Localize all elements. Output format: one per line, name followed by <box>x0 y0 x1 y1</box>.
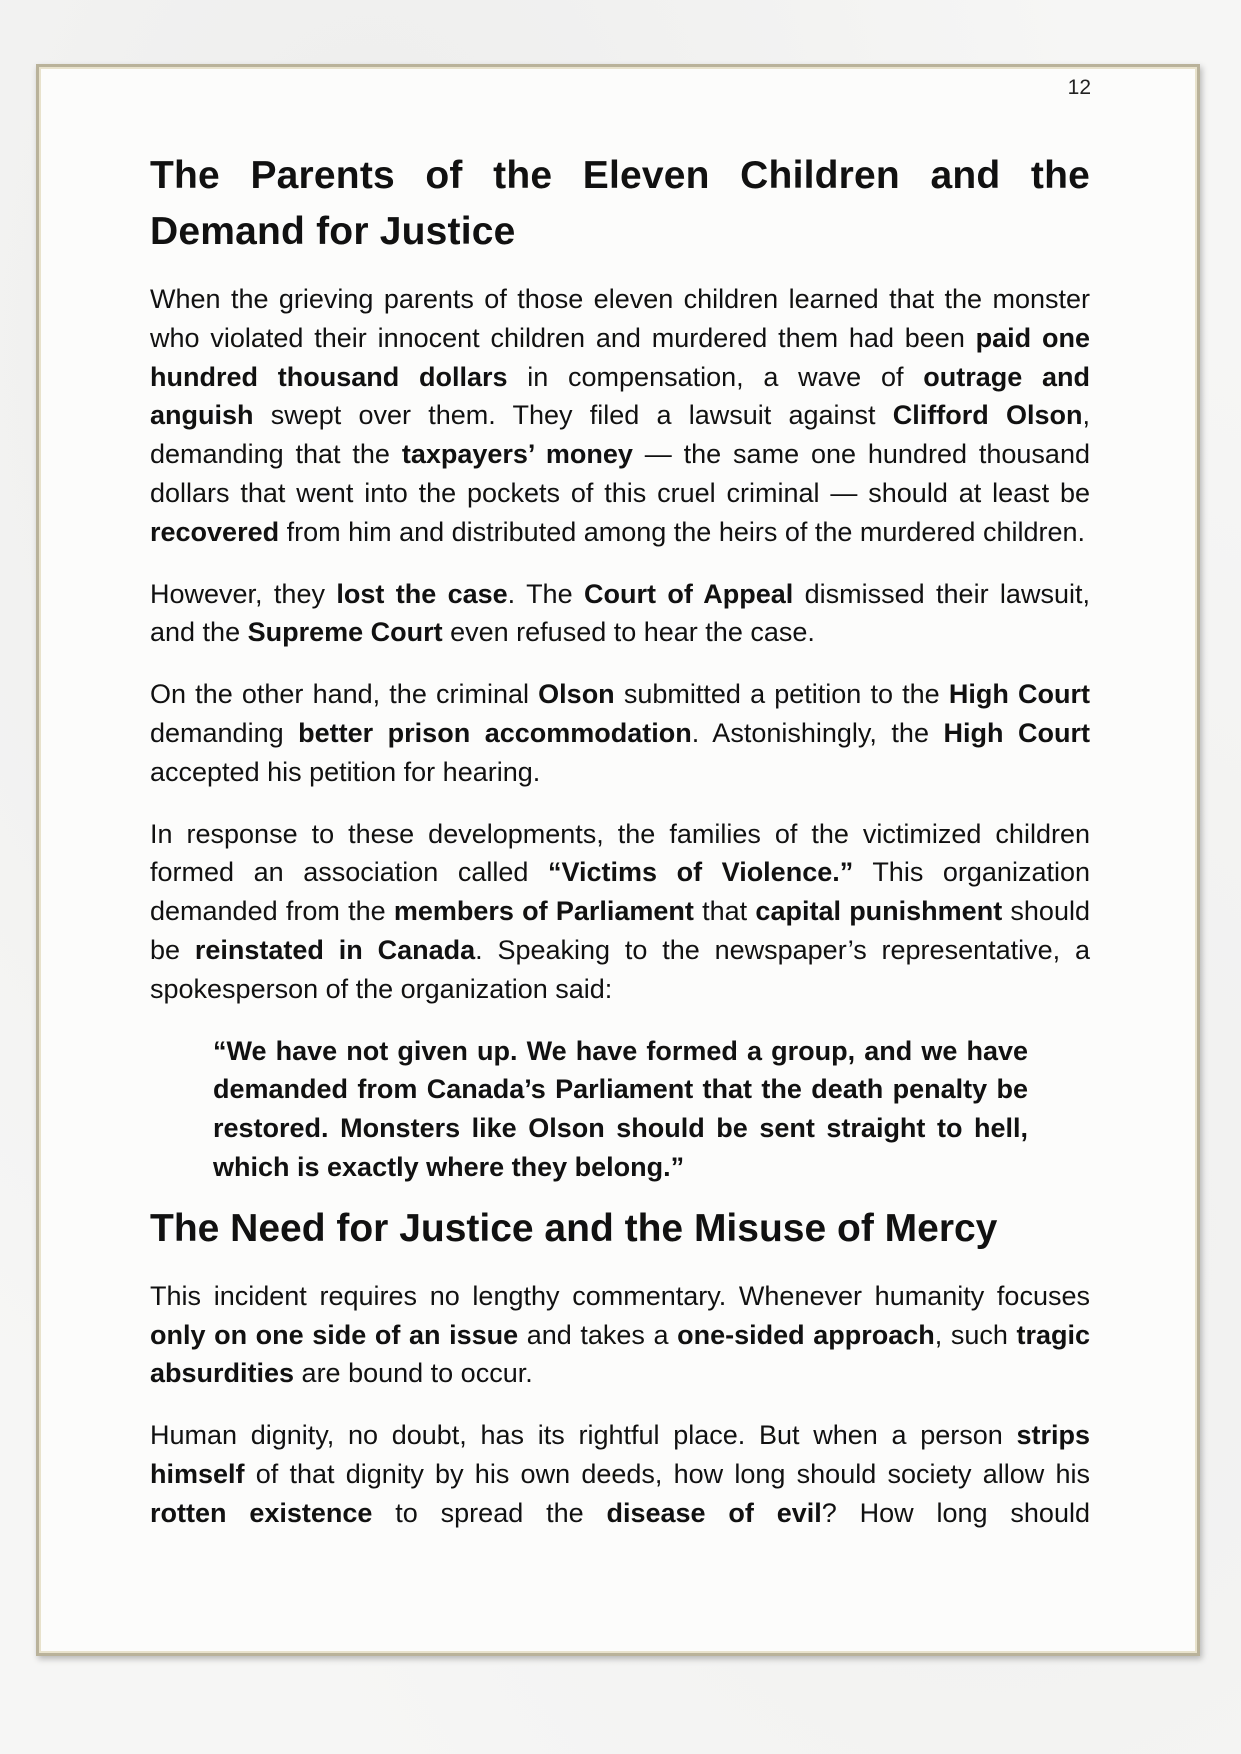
emphasis-text: tragic absurdities <box>150 1319 1091 1389</box>
paragraph-text: are bound to occur. <box>294 1358 533 1389</box>
emphasis-text: members of Parliament <box>393 896 694 927</box>
paragraph-text: When the grieving parents of those eleven children learned that the monster who violated their innocent children and murdered them had been <box>150 284 1090 353</box>
paragraph-text: In response to these developments, the families of the victimized children formed an association called <box>150 818 1090 888</box>
paragraph-text: submitted a petition to the <box>614 679 949 710</box>
emphasis-text: only on one side of an issue <box>150 1319 519 1350</box>
emphasis-text: rotten existence <box>150 1497 373 1528</box>
emphasis-text: lost the case <box>336 578 508 609</box>
paragraph-text: This incident requires no lengthy commentary. Whenever humanity focuses <box>150 1280 1090 1311</box>
body-paragraph <box>150 1416 1090 1532</box>
emphasis-text: one-sided approach <box>677 1319 935 1350</box>
section-heading-justice: The Need for Justice and the Misuse of Mercy <box>150 1206 998 1250</box>
emphasis-text: taxpayers’ money <box>401 439 633 470</box>
paragraph-text: should be <box>150 896 1090 965</box>
emphasis-text: disease of evil <box>606 1497 822 1528</box>
paragraph-text: However, they <box>150 578 337 609</box>
body-paragraph <box>150 815 1090 1009</box>
paragraph-text: . Astonishingly, the <box>691 717 944 748</box>
body-paragraph <box>150 280 1090 552</box>
emphasis-text: High Court <box>948 679 1090 710</box>
emphasis-text: capital punishment <box>755 896 1003 927</box>
emphasis-text: better prison accommodation <box>298 717 692 748</box>
emphasis-text: Supreme Court <box>247 617 443 648</box>
body-paragraph <box>150 675 1090 791</box>
paragraph-text: , such <box>934 1319 1017 1350</box>
paragraph-text: . Speaking to the newspaper’s representative, a spokesperson of the organization said: <box>150 934 1090 1004</box>
body-paragraph <box>150 575 1090 653</box>
emphasis-text: reinstated in Canada <box>194 934 476 965</box>
paragraph-text: This organization demanded from the <box>150 857 1090 927</box>
paragraph-text: On the other hand, the criminal <box>150 679 539 710</box>
emphasis-text: outrage and anguish <box>150 361 1090 431</box>
paragraph-text: swept over them. They filed a lawsuit against <box>253 400 893 431</box>
emphasis-text: recovered <box>150 516 280 547</box>
emphasis-text: strips himself <box>150 1420 1090 1489</box>
page-number: 12 <box>1067 76 1091 99</box>
emphasis-text: High Court <box>943 717 1090 748</box>
emphasis-text: Court of Appeal <box>583 578 794 609</box>
paragraph-text: from him and distributed among the heirs of the murdered children. <box>279 516 1086 547</box>
emphasis-text: Olson <box>538 679 615 710</box>
paragraph-text: , demanding that the <box>150 400 1090 470</box>
paragraph-text: even refused to hear the case. <box>442 617 815 648</box>
body-paragraph <box>150 1277 1090 1393</box>
paragraph-text: ? How long should <box>821 1497 1090 1528</box>
paragraph-text: demanding <box>150 717 299 748</box>
section-body-parents <box>150 280 1090 1009</box>
paragraph-text: that <box>693 896 756 927</box>
paragraph-text: and takes a <box>518 1319 678 1350</box>
paragraph-text: to spread the <box>372 1497 607 1528</box>
paragraph-text: in compensation, a wave of <box>507 361 924 392</box>
paragraph-text: — the same one hundred thousand dollars that went into the pockets of this cruel criminal — should at least be <box>150 439 1090 508</box>
paragraph-text: Human dignity, no doubt, has its rightful place. But when a person <box>150 1420 1017 1451</box>
paragraph-text: dismissed their lawsuit, and the <box>150 578 1090 648</box>
section-body-justice <box>150 1277 1090 1533</box>
paragraph-text: of that dignity by his own deeds, how long should society allow his <box>244 1458 1090 1489</box>
section-heading-parents: The Parents of the Eleven Children and the Demand for Justice <box>150 154 1090 253</box>
emphasis-text: Clifford Olson <box>892 400 1083 431</box>
spokesperson-quote: “We have not given up. We have formed a group, and we have demanded from Canada’s Parliament that the death penalty be restored. Monsters like Olson should be sent straight to hell, which is exactly where they belong.” <box>213 1035 1028 1182</box>
page-content <box>150 148 1090 1533</box>
emphasis-text: paid one hundred thousand dollars <box>150 322 1090 392</box>
paragraph-text: accepted his petition for hearing. <box>150 756 541 787</box>
emphasis-text: “Victims of Violence.” <box>547 857 854 888</box>
paragraph-text: . The <box>507 578 584 609</box>
